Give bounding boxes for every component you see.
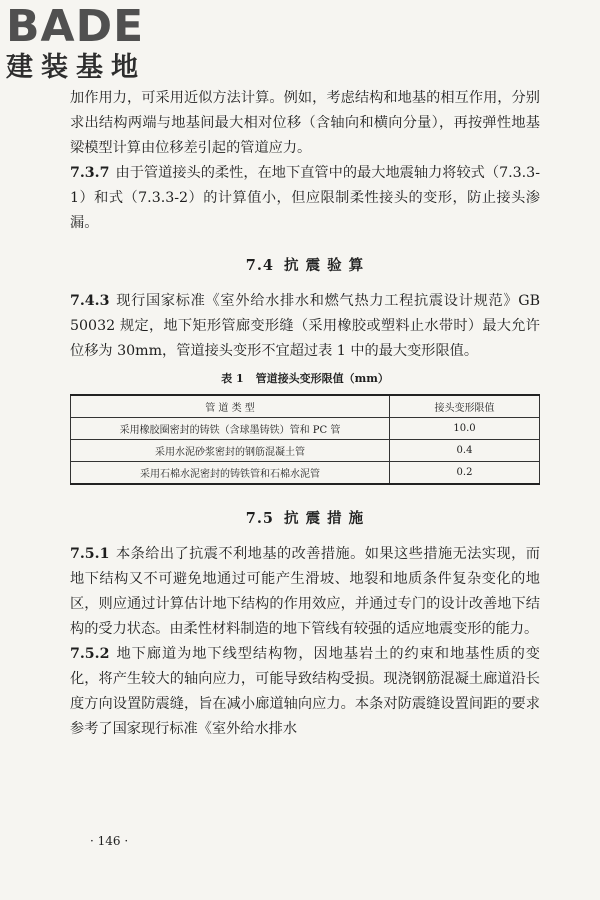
paragraph-752 xyxy=(70,642,540,742)
page-number: · 146 · xyxy=(90,834,129,848)
cell-limit: 0.4 xyxy=(390,440,540,462)
table-caption xyxy=(70,370,540,386)
logo-subtitle: 建装基地 xyxy=(6,52,146,83)
cell-limit: 0.2 xyxy=(390,462,540,485)
clause-number: 7.4.3 xyxy=(70,293,110,309)
joint-deformation-table xyxy=(70,394,540,485)
cell-pipe-type: 采用水泥砂浆密封的钢筋混凝土管 xyxy=(71,440,390,462)
section-title: 抗 震 措 施 xyxy=(284,510,365,527)
paragraph-text: 地下廊道为地下线型结构物，因地基岩土的约束和地基性质的变化，将产生较大的轴向应力，可能导致结构受损。现浇钢筋混凝土廊道沿长度方向设置防震缝，旨在减小廊道轴向应力。本条对防震缝设置间距的要求参考了国家现行标准《室外给水排水 xyxy=(70,646,540,737)
section-heading-7-4 xyxy=(70,254,540,275)
paragraph-continued xyxy=(70,86,540,161)
section-number: 7.5 xyxy=(245,510,275,527)
paragraph-743 xyxy=(70,289,540,364)
logo xyxy=(6,1,146,84)
cell-limit: 10.0 xyxy=(390,418,540,440)
paragraph-737 xyxy=(70,161,540,236)
table-row xyxy=(71,440,540,462)
section-title: 抗 震 验 算 xyxy=(284,257,365,274)
paragraph-text: 加作用力，可采用近似方法计算。例如，考虑结构和地基的相互作用，分别求出结构两端与地基间最大相对位移（含轴向和横向分量），再按弹性地基梁模型计算由位移差引起的管道应力。 xyxy=(70,90,540,156)
paragraph-text: 由于管道接头的柔性，在地下直管中的最大地震轴力将较式（7.3.3-1）和式（7.3.3-2）的计算值小，但应限制柔性接头的变形，防止接头渗漏。 xyxy=(70,165,540,231)
cell-pipe-type: 采用橡胶圈密封的铸铁（含球墨铸铁）管和 PC 管 xyxy=(71,418,390,440)
header-pipe-type: 管 道 类 型 xyxy=(71,395,390,418)
page-content xyxy=(70,86,540,742)
clause-number: 7.5.2 xyxy=(70,646,110,662)
header-limit: 接头变形限值 xyxy=(390,395,540,418)
paragraph-text: 现行国家标准《室外给水排水和燃气热力工程抗震设计规范》GB 50032 规定，地下矩形管廊变形缝（采用橡胶或塑料止水带时）最大允许位移为 30mm，管道接头变形不宜超过表 1 中的最大变形限值。 xyxy=(70,293,540,359)
table-row xyxy=(71,418,540,440)
table-number: 表 1 xyxy=(221,372,244,385)
cell-pipe-type: 采用石棉水泥密封的铸铁管和石棉水泥管 xyxy=(71,462,390,485)
table-header-row xyxy=(71,395,540,418)
section-heading-7-5 xyxy=(70,507,540,528)
logo-brand: BADE xyxy=(6,1,145,52)
clause-number: 7.3.7 xyxy=(70,165,110,181)
table-title: 管道接头变形限值（mm） xyxy=(255,372,389,385)
paragraph-751 xyxy=(70,542,540,642)
table-row xyxy=(71,462,540,485)
section-number: 7.4 xyxy=(245,257,275,274)
clause-number: 7.5.1 xyxy=(70,546,110,562)
paragraph-text: 本条给出了抗震不利地基的改善措施。如果这些措施无法实现，而地下结构又不可避免地通过可能产生滑坡、地裂和地质条件复杂变化的地区，则应通过计算估计地下结构的作用效应，并通过专门的设计改善地下结构的受力状态。由柔性材料制造的地下管线有较强的适应地震变形的能力。 xyxy=(70,546,540,637)
